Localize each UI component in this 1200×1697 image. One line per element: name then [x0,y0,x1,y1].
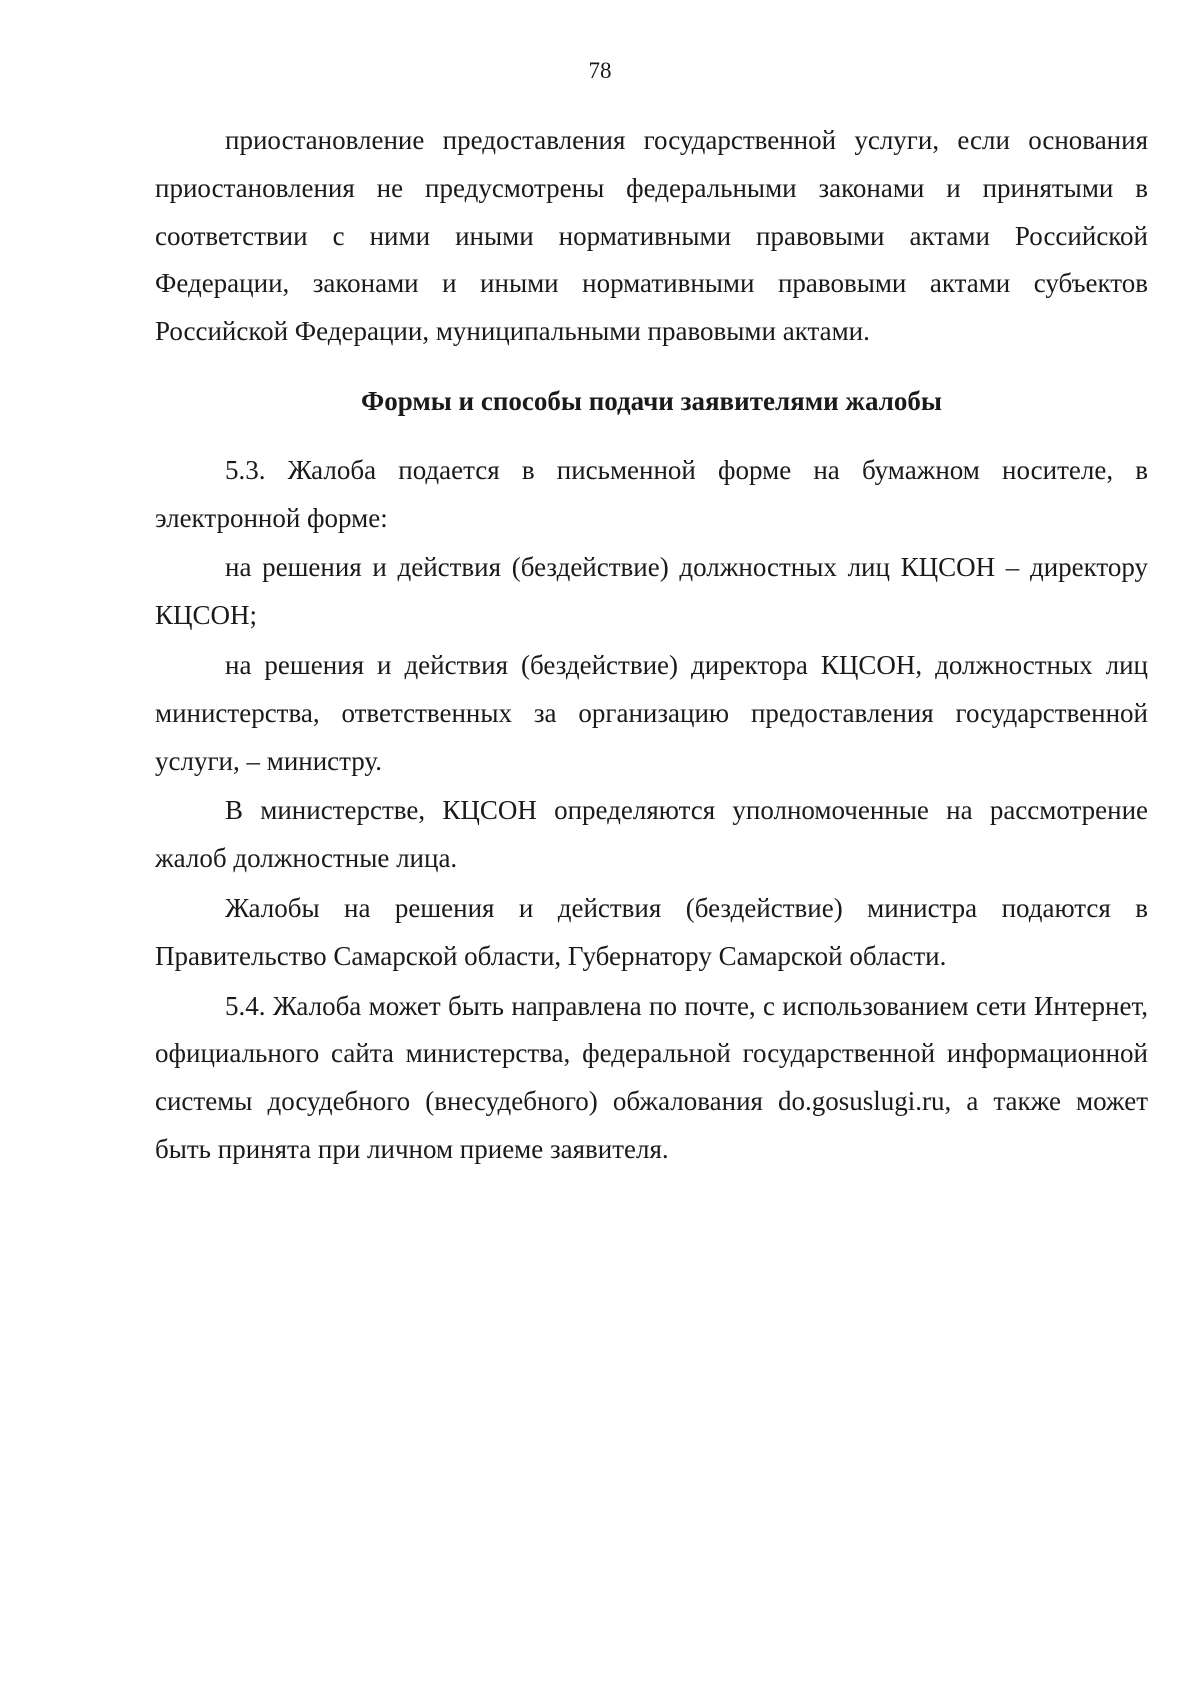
document-body [155,117,1148,1174]
paragraph: Жалобы на решения и действия (бездействие) министра подаются в Правительство Самарской области, Губернатору Самарской области. [155,892,1148,971]
section-heading: Формы и способы подачи заявителями жалобы [361,385,942,416]
paragraph: 5.3. Жалоба подается в письменной форме на бумажном носителе, в электронной форме: [155,454,1148,533]
paragraph: В министерстве, КЦСОН определяются уполномоченные на рассмотрение жалоб должностные лица. [155,795,1148,874]
paragraph: на решения и действия (бездействие) должностных лиц КЦСОН – директору КЦСОН; [155,552,1148,631]
page-number: 78 [588,58,612,83]
paragraph: на решения и действия (бездействие) директора КЦСОН, должностных лиц министерства, ответственных за организацию предоставления государственной услуги, – министру. [155,649,1148,776]
paragraph: 5.4. Жалоба может быть направлена по почте, с использованием сети Интернет, официального сайта министерства, федеральной государственной информационной системы досудебного (внесудебного) обжалования do.gosuslugi.ru, а также может быть принята при личном приеме заявителя. [155,990,1148,1164]
paragraph-continuation: приостановление предоставления государственной услуги, если основания приостановления не предусмотрены федеральными законами и принятыми в соответствии с ними иными нормативными правовыми актами Российской Федерации, законами и иными нормативными правовыми актами субъектов Российской Федерации, муниципальными правовыми актами. [155,125,1148,347]
